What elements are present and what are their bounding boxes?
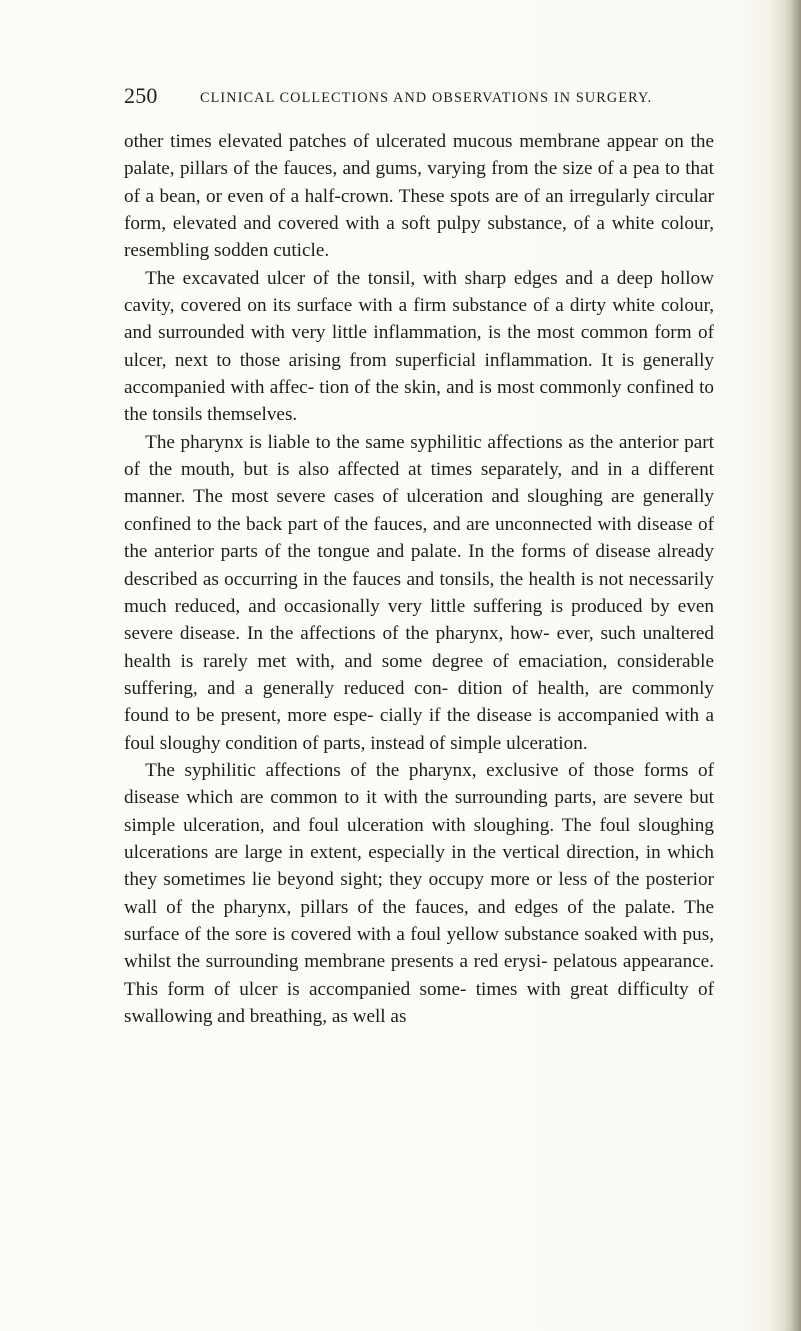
running-head: CLINICAL COLLECTIONS AND OBSERVATIONS IN SURGERY. — [200, 90, 653, 106]
page-header — [124, 84, 714, 116]
body-text — [124, 128, 714, 1030]
page-number: 250 — [124, 83, 158, 108]
paragraph-2: The excavated ulcer of the tonsil, with sharp edges and a deep hollow cavity, covered on its surface with a firm substance of a dirty white colour, and surrounded with very little inflammation, is the most common form of ulcer, next to those arising from superficial inflammation. It is generally accompanied with affec- tion of the skin, and is most commonly confined to the tonsils themselves. — [124, 267, 714, 426]
paragraph-4: The syphilitic affections of the pharynx, exclusive of those forms of disease which are common to it with the surrounding parts, are severe but simple ulceration, and foul ulceration with sloughing. The foul sloughing ulcerations are large in extent, especially in the vertical direction, in which they sometimes lie beyond sight; they occupy more or less of the posterior wall of the pharynx, pillars of the fauces, and edges of the palate. The surface of the sore is covered with a foul yellow substance soaked with pus, whilst the surrounding membrane presents a red erysi- pelatous appearance. This form of ulcer is accompanied some- times with great difficulty of swallowing and breathing, as well as — [124, 759, 714, 1027]
paragraph-3: The pharynx is liable to the same syphilitic affections as the anterior part of the mouth, but is also affected at times separately, and in a different manner. The most severe cases of ulceration and sloughing are generally confined to the back part of the fauces, and are unconnected with disease of the anterior parts of the tongue and palate. In the forms of disease already described as occurring in the fauces and tonsils, the health is not necessarily much reduced, and occasionally very little suffering is produced by even severe disease. In the affections of the pharynx, how- ever, such unaltered health is rarely met with, and some degree of emaciation, considerable suffering, and a generally reduced con- dition of health, are commonly found to be present, more espe- cially if the disease is accompanied with a foul sloughy condition of parts, instead of simple ulceration. — [124, 431, 714, 754]
paragraph-1: other times elevated patches of ulcerated mucous membrane appear on the palate, pillars of the fauces, and gums, varying from the size of a pea to that of a bean, or even of a half-crown. These spots are of an irregularly circular form, elevated and covered with a soft pulpy substance, of a white colour, resembling sodden cuticle. — [124, 131, 714, 262]
page-edge-shadow — [783, 0, 801, 1331]
